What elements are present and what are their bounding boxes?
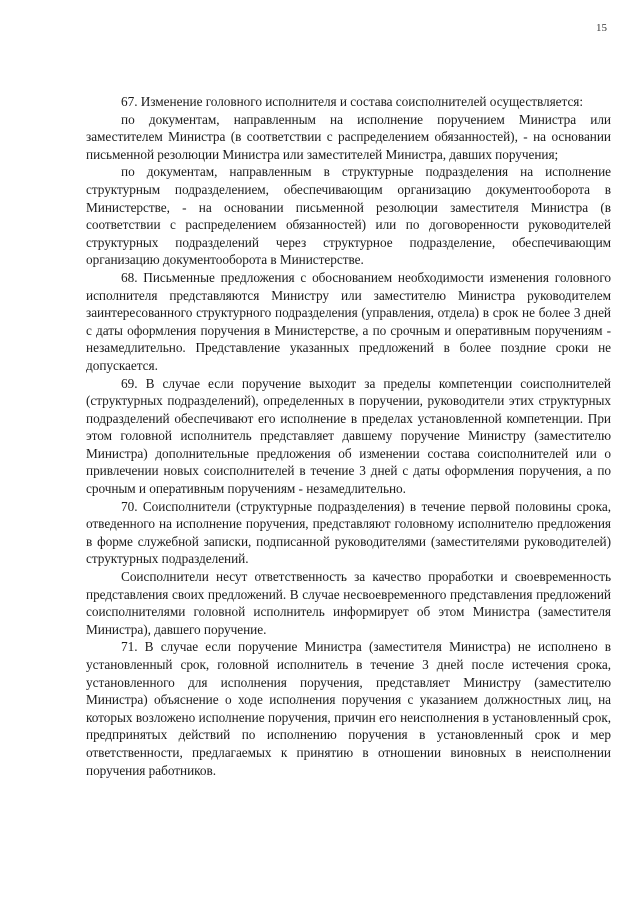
paragraph-71: 71. В случае если поручение Министра (заместителя Министра) не исполнено в установленный срок, головной исполнитель в течение 3 дней после истечения срока, установленного для исполнения поручения, представляет Министру (заместителю Министра) объяснение о ходе исполнения поручения с указанием должностных лиц, на которых возложено исполнение поручения, причин его неисполнения в установленный срок, предпринятых действий по исполнению поручения в установленный срок и мер ответственности, предлагаемых к принятию в отношении виновных в неисполнении поручения работников. — [86, 639, 611, 778]
page-number: 15 — [596, 22, 607, 34]
paragraph-70: 70. Соисполнители (структурные подразделения) в течение первой половины срока, отведенного на исполнение поручения, представляют головному исполнителю предложения в форме служебной записки, подписанной руководителями (заместителями руководителей) структурных подразделений. — [86, 498, 611, 567]
paragraph-67: 67. Изменение головного исполнителя и состава соисполнителей осуществляется: — [121, 94, 584, 109]
document-body — [86, 93, 611, 779]
paragraph-70-continued: Соисполнители несут ответственность за качество проработки и своевременность представления своих предложений. В случае несвоевременного представления предложений соисполнителями головной исполнитель информирует об этом Министра (заместителя Министра), давшего поручение. — [86, 569, 611, 637]
paragraph-69: 69. В случае если поручение выходит за пределы компетенции соисполнителей (структурных подразделений), определенных в поручении, руководители этих структурных подразделений обеспечивают его исполнение в пределах установленной компетенции. При этом головной исполнитель представляет давшему поручение Министру (заместителю Министра) дополнительные предложения об изменении состава соисполнителей или о привлечении новых соисполнителей в течение 3 дней с даты оформления поручения, а по срочным и оперативным поручениям - незамедлительно. — [86, 375, 611, 497]
paragraph-67-item-1: по документам, направленным на исполнение поручением Министра или заместителем Министра (в соответствии с распределением обязанностей), - на основании письменной резолюции Министра или заместителей Министра, давших поручения; — [86, 111, 611, 162]
paragraph-68: 68. Письменные предложения с обоснованием необходимости изменения головного исполнителя представляются Министру или заместителю Министра руководителем заинтересованного структурного подразделения (управления, отдела) в срок не более 3 дней с даты оформления поручения в Министерстве, а по срочным и оперативным поручениям - незамедлительно. Представление указанных предложений в более поздние сроки не допускается. — [86, 269, 611, 373]
paragraph-67-item-2: по документам, направленным в структурные подразделения на исполнение структурным подразделением, обеспечивающим организацию документооборота в Министерстве, - на основании письменной резолюции заместителя Министра (в соответствии с распределением обязанностей) или по договоренности руководителей структурных подразделений через структурное подразделение, обеспечивающим организацию документооборота в Министерстве. — [86, 164, 611, 268]
